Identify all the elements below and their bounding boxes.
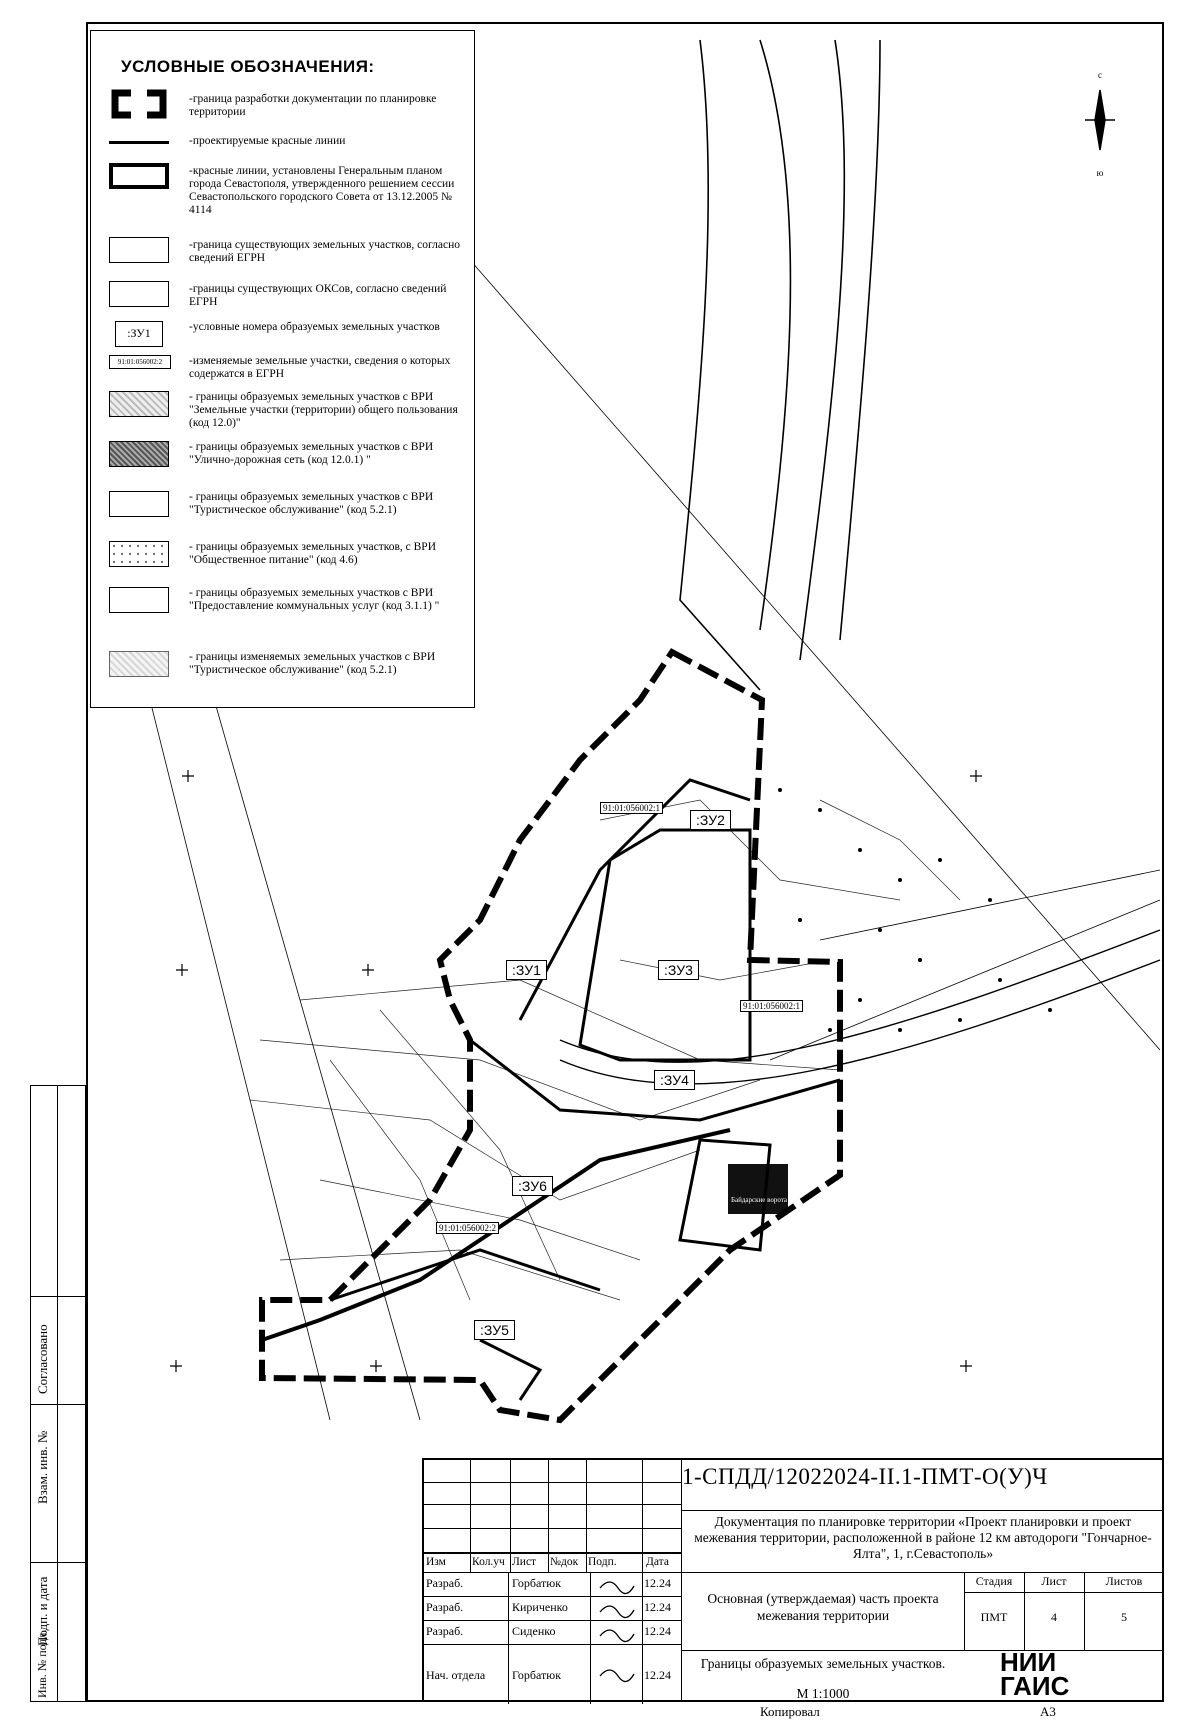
col-ndok: №док bbox=[550, 1556, 579, 1568]
company-logo bbox=[1000, 1647, 1070, 1701]
row-date: 12.24 bbox=[644, 1624, 671, 1638]
legend bbox=[90, 30, 475, 708]
existing-oks-symbol-icon bbox=[109, 281, 169, 307]
sheets-header: Листов bbox=[1105, 1574, 1143, 1588]
agreed-label: Согласовано bbox=[35, 1324, 50, 1394]
col-podp: Подп. bbox=[588, 1556, 617, 1568]
legend-title: УСЛОВНЫЕ ОБОЗНАЧЕНИЯ: bbox=[121, 57, 375, 76]
zu6-label: :ЗУ6 bbox=[512, 1176, 553, 1196]
legend-text: - границы образуемых земельных участков, с ВРИ "Общественное питание" (код 4.6) bbox=[189, 541, 436, 566]
col-kol: Кол.уч bbox=[472, 1556, 505, 1568]
legend-text: -изменяемые земельные участки, сведения о которых содержатся в ЕГРН bbox=[189, 355, 451, 380]
legend-text: -условные номера образуемых земельных участков bbox=[189, 321, 440, 333]
zu4-label: :ЗУ4 bbox=[654, 1070, 695, 1090]
row-role: Разраб. bbox=[426, 1624, 464, 1638]
row-name: Сиденко bbox=[512, 1624, 556, 1638]
legend-text: -граница разработки документации по планировке территории bbox=[189, 93, 437, 118]
logo-bottom: ГАИС bbox=[1000, 1671, 1070, 1701]
project-title: Документация по планировке территории «Проект планировки и проект межевания территории, расположенной в районе 12 км автодороги "Гончарное-Ялта", 1, г.Севастополь» bbox=[694, 1514, 1152, 1561]
copied-label: Копировал bbox=[760, 1704, 820, 1719]
row-name: Горбатюк bbox=[512, 1668, 562, 1682]
cad-label-2: 91:01:056002:2 bbox=[436, 1222, 499, 1234]
legend-text: -граница существующих земельных участков, согласно сведений ЕГРН bbox=[189, 239, 460, 264]
stage-value: ПМТ bbox=[980, 1610, 1008, 1624]
general-plan-line-symbol-icon bbox=[109, 163, 169, 189]
dashed-boundary-symbol-icon bbox=[109, 89, 169, 119]
public-use-hatch-icon bbox=[109, 391, 169, 417]
stage-header: Стадия bbox=[975, 1574, 1013, 1588]
cadastral-number-symbol: 91:01:056002:2 bbox=[109, 355, 171, 369]
zu5-label: :ЗУ5 bbox=[474, 1320, 515, 1340]
col-date: Дата bbox=[646, 1556, 669, 1568]
legend-text: -проектируемые красные линии bbox=[189, 135, 346, 147]
col-list: Лист bbox=[512, 1556, 537, 1568]
red-line-symbol-icon bbox=[109, 141, 169, 144]
sheet-title: Границы образуемых земельных участков. bbox=[700, 1656, 946, 1671]
north-label: с bbox=[1098, 70, 1102, 80]
catering-plot-symbol-icon bbox=[109, 541, 169, 567]
scale-label: М 1:1000 bbox=[796, 1686, 850, 1701]
north-arrow bbox=[1085, 70, 1115, 178]
road-network-hatch-icon bbox=[109, 441, 169, 467]
legend-text: - границы образуемых земельных участков с ВРИ "Улично-дорожная сеть (код 12.0.1) " bbox=[189, 441, 434, 466]
logo-top: НИИ bbox=[1000, 1647, 1057, 1677]
gate-label: Байдарские ворота bbox=[730, 1196, 788, 1204]
col-izm: Изм bbox=[426, 1556, 446, 1568]
part-title: Основная (утверждаемая) часть проекта межевания территории bbox=[707, 1591, 939, 1623]
tourism-plot-symbol-icon bbox=[109, 491, 169, 517]
zu-number-symbol: :ЗУ1 bbox=[115, 321, 163, 347]
row-date: 12.24 bbox=[644, 1576, 671, 1590]
sign-date-label: Подп. и дата bbox=[35, 1576, 50, 1646]
row-date: 12.24 bbox=[644, 1600, 671, 1614]
side-stamp bbox=[30, 1085, 86, 1702]
legend-text: - границы изменяемых земельных участков с ВРИ "Туристическое обслуживание" (код 5.2.1) bbox=[189, 651, 436, 676]
cad-label-3: 91:01:056002:1 bbox=[600, 802, 663, 814]
legend-text: -границы существующих ОКСов, согласно сведений ЕГРН bbox=[189, 283, 447, 308]
legend-text: - границы образуемых земельных участков с ВРИ "Туристическое обслуживание" (код 5.2.1) bbox=[189, 491, 434, 516]
zu3-label: :ЗУ3 bbox=[658, 960, 699, 980]
replace-inv-label: Взам. инв. № bbox=[35, 1430, 50, 1504]
sheet-header: Лист bbox=[1041, 1574, 1067, 1588]
sheet-value: 4 bbox=[1051, 1610, 1057, 1624]
document-code: 1-СПДД/12022024-II.1-ПМТ-О(У)Ч bbox=[682, 1464, 1048, 1489]
row-date: 12.24 bbox=[644, 1668, 671, 1682]
zu1-label: :ЗУ1 bbox=[506, 960, 547, 980]
inv-no-label: Инв. № подл. bbox=[35, 1629, 49, 1698]
row-role: Нач. отдела bbox=[426, 1668, 486, 1682]
existing-plot-symbol-icon bbox=[109, 237, 169, 263]
row-name: Горбатюк bbox=[512, 1576, 562, 1590]
row-role: Разраб. bbox=[426, 1576, 464, 1590]
row-name: Кириченко bbox=[512, 1600, 568, 1614]
utility-plot-symbol-icon bbox=[109, 587, 169, 613]
south-label: ю bbox=[1096, 168, 1104, 178]
zu2-label: :ЗУ2 bbox=[690, 810, 731, 830]
sheets-value: 5 bbox=[1121, 1610, 1127, 1624]
legend-text: - границы образуемых земельных участков с ВРИ "Земельные участки (территории) общего пользования (код 12.0)" bbox=[189, 391, 458, 429]
signatures bbox=[594, 1572, 642, 1702]
row-role: Разраб. bbox=[426, 1600, 464, 1614]
format-label: А3 bbox=[1040, 1704, 1056, 1719]
legend-text: - границы образуемых земельных участков с ВРИ "Предоставление коммунальных услуг (код 3.1.1) " bbox=[189, 587, 440, 612]
cad-label-1: 91:01:056002:1 bbox=[740, 1000, 803, 1012]
legend-text: -красные линии, установлены Генеральным планом города Севастополя, утвержденного решением сессии Севастопольского городского Совета от 13.12.2005 № 4114 bbox=[189, 165, 455, 216]
changed-tourism-plot-symbol-icon bbox=[109, 651, 169, 677]
